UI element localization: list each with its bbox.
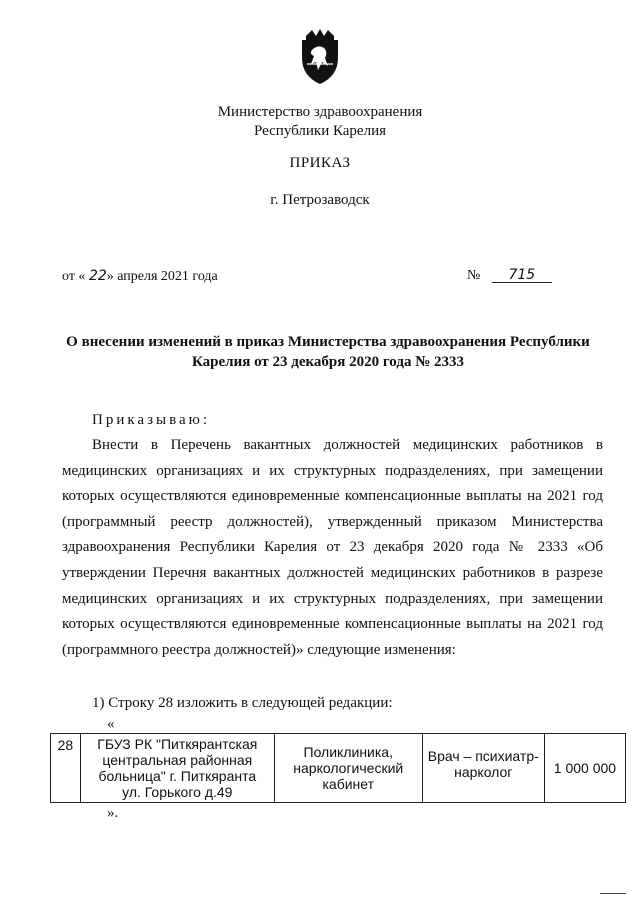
ministry-name xyxy=(0,103,640,141)
org-line-3: больница" г. Питкяранта xyxy=(98,768,257,784)
dept-line-1: Поликлиника, xyxy=(303,744,393,760)
ministry-line-2: Республики Карелия xyxy=(253,123,387,139)
order-date xyxy=(62,268,218,285)
number-value-handwritten: 715 xyxy=(492,268,552,283)
subject-line-1: О внесении изменений в приказ Министерства здравоохранения Республики xyxy=(66,334,590,350)
order-subject xyxy=(60,332,596,372)
cell-row-number: 28 xyxy=(51,734,81,803)
date-rest: » апреля 2021 года xyxy=(106,269,218,284)
amendment-table xyxy=(50,733,626,803)
order-number xyxy=(467,268,552,284)
date-day-handwritten: 22 xyxy=(88,268,107,284)
body-paragraph: Внести в Перечень вакантных должностей медицинских работников в медицинских организациях и их структурных подразделениях, при замещении которых осуществляются единовременные компенсационные выплаты на 2021 год (программный реестр должностей), утвержденный приказом Министерства здравоохранения Республики Карелия от 23 декабря 2020 года № 2333 «Об утверждении Перечня вакантных должностей медицинских работников в разрезе медицинских организациях и их структурных подразделениях, при замещении которых осуществляются единовременные компенсационные выплаты на 2021 год (программного реестра должностей)» следующие изменения: xyxy=(62,437,603,658)
page-corner-mark xyxy=(600,893,626,894)
table-row xyxy=(51,734,626,803)
org-line-2: центральная районная xyxy=(102,752,253,768)
decree-word: Приказываю: xyxy=(92,412,210,428)
cell-amount: 1 000 000 xyxy=(544,734,625,803)
karelia-coat-of-arms-icon xyxy=(298,28,342,86)
pos-line-2: нарколог xyxy=(454,764,513,780)
org-line-4: ул. Горького д.49 xyxy=(122,784,233,800)
dept-line-3: кабинет xyxy=(322,776,375,792)
pos-line-1: Врач – психиатр- xyxy=(427,748,539,764)
subject-line-2: Карелия от 23 декабря 2020 года № 2333 xyxy=(191,354,465,370)
date-prefix: от « xyxy=(62,269,86,284)
quote-close: ». xyxy=(107,805,119,821)
city: г. Петрозаводск xyxy=(270,192,370,208)
cell-organization xyxy=(80,734,274,803)
cell-position xyxy=(422,734,544,803)
dept-line-2: наркологический xyxy=(293,760,404,776)
number-label: № xyxy=(467,268,481,283)
list-item-1: 1) Строку 28 изложить в следующей редакции: xyxy=(92,695,393,711)
quote-open: « xyxy=(107,716,115,732)
org-line-1: ГБУЗ РК "Питкярантская xyxy=(97,736,258,752)
document-type: ПРИКАЗ xyxy=(289,155,351,171)
ministry-line-1: Министерство здравоохранения xyxy=(217,104,423,120)
cell-department xyxy=(274,734,422,803)
